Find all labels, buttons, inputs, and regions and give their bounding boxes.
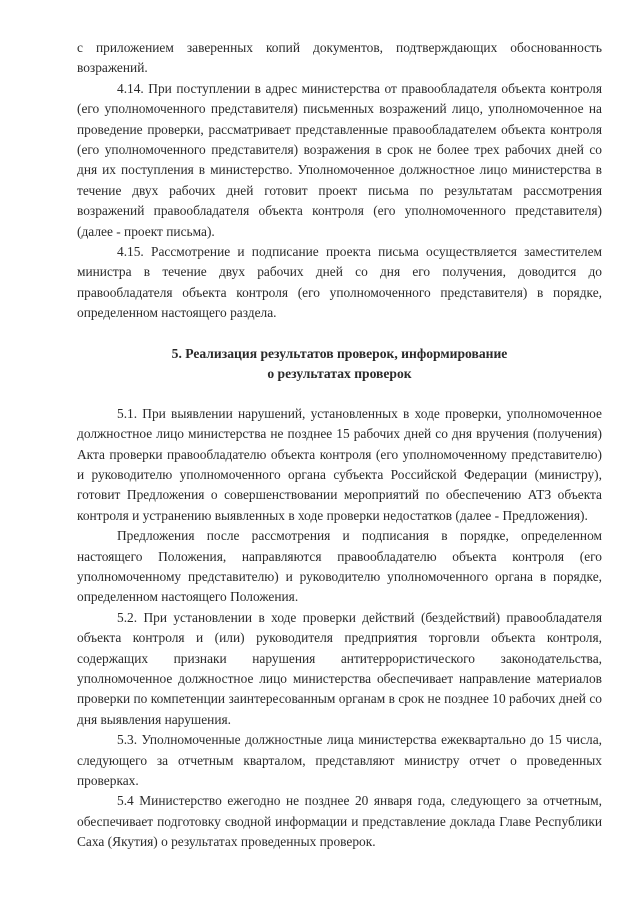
paragraph: 5.1. При выявлении нарушений, установленных в ходе проверки, уполномоченное должностное лицо министерства не позднее 15 рабочих дней со дня вручения (получения) Акта проверки правообладателю объекта контроля (его уполномоченному представителю) и руководителю уполномоченного органа субъекта Российской Федерации (министру), готовит Предложения о совершенствовании мероприятий по обеспечению АТЗ объекта контроля и устранению выявленных в ходе проверки недостатков (далее - Предложения). <box>77 405 602 523</box>
paragraph: 5.4 Министерство ежегодно не позднее 20 января года, следующего за отчетным, обеспечивает подготовку сводной информации и представление доклада Главе Республики Саха (Якутия) о результатах проведенных проверок. <box>77 793 602 850</box>
section-heading-line-2: о результатах проверок <box>267 365 412 381</box>
paragraph: 4.15. Рассмотрение и подписание проекта письма осуществляется заместителем министра в течение двух рабочих дней со дня его получения, доводится до правообладателя объекта контроля (его уполномоченного представителя) в порядке, определенном настоящего раздела. <box>77 244 602 321</box>
paragraph: Предложения после рассмотрения и подписания в порядке, определенном настоящего Положения, направляются правообладателю объекта контроля (его уполномоченному представителю) и руководителю уполномоченного органа в порядке, определенном настоящего Положения. <box>77 528 602 605</box>
paragraph: с приложением заверенных копий документов, подтверждающих обоснованность возражений. <box>77 40 602 76</box>
paragraphs-before <box>77 38 602 324</box>
section-heading <box>77 344 602 384</box>
paragraphs-after <box>77 404 602 853</box>
paragraph: 5.3. Уполномоченные должностные лица министерства ежеквартально до 15 числа, следующего за отчетным кварталом, представляют министру отчет о проведенных проверках. <box>77 732 602 788</box>
section-heading-line-1: 5. Реализация результатов проверок, информирование <box>171 345 508 361</box>
paragraph: 4.14. При поступлении в адрес министерства от правообладателя объекта контроля (его уполномоченного представителя) письменных возражений лицо, уполномоченное на проведение проверки, рассматривает представленные правообладателем объекта контроля (его уполномоченного представителя) возражения в срок не более трех рабочих дней со дня их поступления в министерство. Уполномоченное должностное лицо министерства в течение двух рабочих дней готовит проект письма по результатам рассмотрения возражений правообладателя объекта контроля (его уполномоченного представителя) (далее - проект письма). <box>77 80 602 239</box>
paragraph: 5.2. При установлении в ходе проверки действий (бездействий) правообладателя объекта контроля и (или) руководителя предприятия торговли объекта контроля, содержащих признаки нарушения антитеррористического законодательства, уполномоченное должностное лицо министерства обеспечивает направление материалов проверки по компетенции заинтересованным органам в срок не позднее 10 рабочих дней со дня выявления нарушения. <box>77 609 602 727</box>
